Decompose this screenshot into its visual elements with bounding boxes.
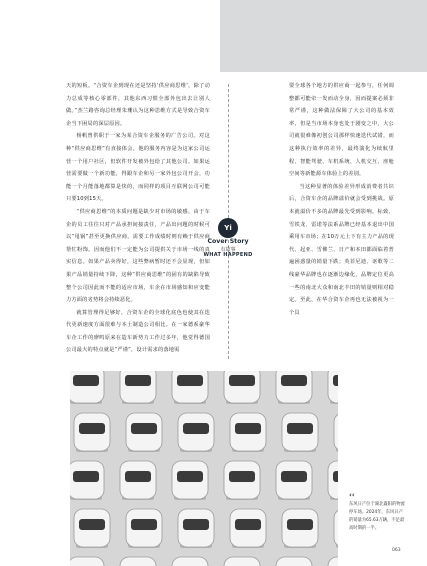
car-shape	[74, 509, 110, 548]
car-shape	[276, 557, 312, 566]
paragraph: 天的短板。“合资车企到现在还是坚持‘供应商思维’，除了动力总成等核心零部件，其他东西习惯全部外包出去让别人做。”杰兰路咨询总经理朱珊认为这种思维方式是导致合资车企当下困局的深层原因。	[66, 83, 210, 127]
car-shape	[224, 557, 260, 566]
car-shape	[126, 509, 162, 548]
section-badge: Yi	[218, 218, 238, 238]
car-shape	[328, 461, 338, 500]
car-shape	[178, 509, 214, 548]
car-shape	[172, 557, 208, 566]
paragraph: 当这种显著的体验差异形成消费者共识后，合资车企的品牌溢价就会受到挑战。原本就溢价不多的品牌最先受到影响。标致、雪铁龙、雷诺等法系品牌已经基本退出中国乘用车市场；在10万元上下有主力产品的现代、起亚、雪佛兰、日产和本田都面临着普遍困惑量的销量下跌；英菲尼迪、讴歌等二线豪华品牌也在逐渐边缘化，品牌定位更高一些的南北大众和南北丰田的销量则相对稳定。至此，在华合资车企再也无法被视为一个具	[289, 183, 394, 316]
section-subtitle-en: WHAT HAPPEND	[203, 252, 253, 258]
article-column-right	[289, 80, 394, 319]
car-shape	[230, 509, 266, 548]
car-shape	[120, 557, 156, 566]
cars-image	[70, 371, 338, 566]
car-shape	[172, 461, 208, 500]
car-shape	[334, 509, 338, 548]
car-shape	[224, 371, 260, 404]
top-margin	[0, 0, 220, 72]
car-shape	[224, 461, 260, 500]
car-shape	[178, 413, 214, 452]
car-shape	[120, 371, 156, 404]
car-shape	[70, 557, 104, 566]
car-shape	[74, 413, 110, 452]
top-photo-strip	[220, 0, 427, 72]
car-shape	[230, 413, 266, 452]
page-number: 063	[392, 548, 401, 553]
car-shape	[276, 461, 312, 500]
car-shape	[126, 413, 162, 452]
car-shape	[334, 413, 338, 452]
paragraph: 杨帆曾供职于一家为某合资车企服务的广告公司。对这种“供应商思维”有直接体会。他的服务内容是为这家公司运营一个用户社区，但软件开发被外包给了其他公司。如果运营需要做一个新功能，得跟车企和另一家外包公司开会，功能一个月能落地都算是快的，而同样的项目互联网公司可能只要10到15天。	[66, 133, 210, 203]
car-shape	[70, 371, 104, 404]
paragraph: 要全球各个地方的供应商一起参与，任何调整都可能牵一发而动全身，因而提案必须非常严谨，这种做法保障了大公司的基本效率，但是当市场本身也处于剧变之中，大公司就很难像初创公司那样快速迭代试错，而这种执行效率的差异，最终演化为续航里程、智能驾驶、车机系统、人机交互、座舱空间等新能源车体验上的差别。	[289, 83, 394, 178]
car-shape	[172, 371, 208, 404]
car-shape	[70, 461, 104, 500]
photo-caption: 东风日产位于湖北襄阳的物流停车场。2024年，东风日产的销量为65.63万辆，不足最高时期的一半。	[349, 502, 405, 531]
car-shape	[120, 461, 156, 500]
caption-arrow-icon: ‹‹	[349, 491, 355, 499]
article-column-left	[66, 80, 210, 357]
car-shape	[328, 371, 338, 404]
paragraph: “供应商思维”的本质问题是缺少对市场的敏感。由于车企的员工往往只对产品承担间接责任，产品出问题的时候可以“甩锅”甚至更换供应商，需要工作成绩时则有赖于供应商帮忙粉饰。因而他们不一定能为公司提供关于市场一线的真实信息。如果产品卖得好，这些弊病暂时还不会显现，但如果产品销量持续下降，这种“供应商思维”的固有的缺陷导致整个公司因此而不能的适应市场，车企在市场感知和应变能力方面的劣势将会持续恶化。	[66, 208, 210, 304]
car-shape	[328, 557, 338, 566]
car-shape	[282, 509, 318, 548]
paragraph: 就算管理得足够好，合资车企的全球化底色也使其在迭代更新速度方面很难与本土制造公司相比。在一家德系豪华车企工作的廖鸣原来在造车新势力工作过多年，他觉得德国公司最大的特点就是“严谨”，设计需求的落地需	[66, 309, 210, 354]
parking-lot-photo	[70, 371, 338, 566]
section-title-en: Cover Story	[207, 238, 249, 245]
car-shape	[276, 371, 312, 404]
car-shape	[282, 413, 318, 452]
section-title-cn: 有故事	[220, 247, 236, 253]
